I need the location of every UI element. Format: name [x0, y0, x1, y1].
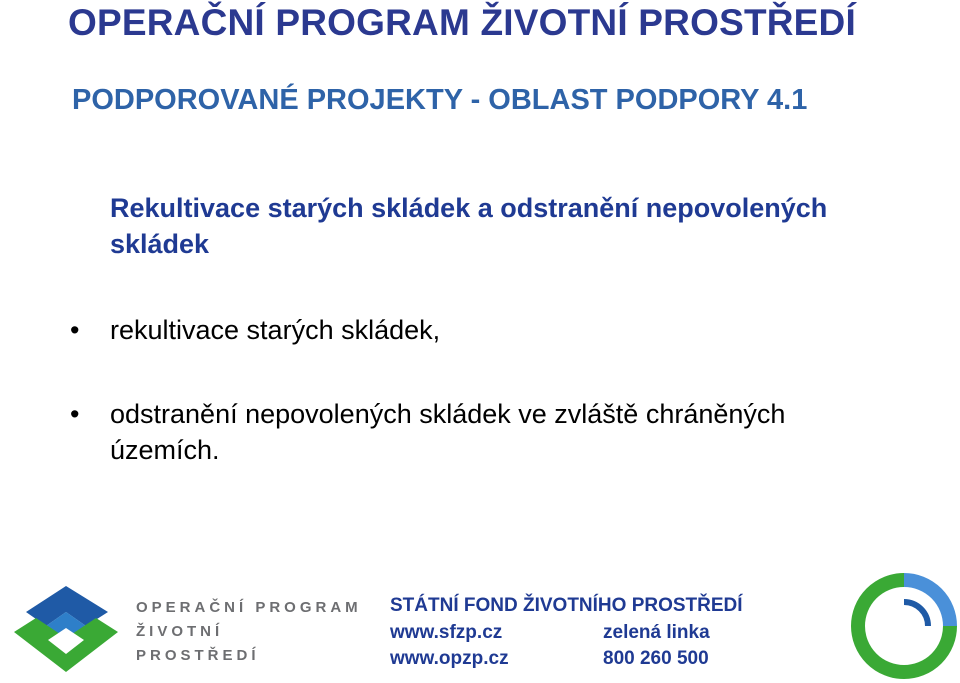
bullet-item [70, 396, 890, 468]
program-line: OPERAČNÍ PROGRAM [136, 599, 362, 616]
bullet-text: odstranění nepovolených skládek ve zvláště chráněných územích. [110, 399, 786, 465]
fund-name: STÁTNÍ FOND ŽIVOTNÍHO PROSTŘEDÍ [390, 595, 743, 616]
bullet-item [70, 312, 890, 348]
program-name [136, 596, 362, 668]
website-link-opzp[interactable]: www.opzp.cz [390, 648, 509, 669]
hotline-label: zelená linka [603, 622, 710, 643]
bullet-list [70, 312, 890, 468]
footer [0, 570, 960, 683]
slide-subtitle: PODPOROVANÉ PROJEKTY - OBLAST PODPORY 4.1 [72, 84, 808, 116]
sfzp-logo-icon [850, 572, 958, 680]
hotline-number: 800 260 500 [603, 648, 709, 669]
section-heading: Rekultivace starých skládek a odstranění nepovolených skládek [110, 193, 828, 259]
op-zp-logo-icon [8, 582, 128, 678]
bullet-marker: • [70, 399, 80, 429]
bullet-marker: • [70, 315, 80, 345]
program-line: PROSTŘEDÍ [136, 647, 260, 664]
website-link-sfzp[interactable]: www.sfzp.cz [390, 622, 503, 643]
program-line: ŽIVOTNÍ [136, 623, 224, 640]
slide-title: OPERAČNÍ PROGRAM ŽIVOTNÍ PROSTŘEDÍ [68, 2, 856, 43]
bullet-text: rekultivace starých skládek, [110, 315, 441, 345]
